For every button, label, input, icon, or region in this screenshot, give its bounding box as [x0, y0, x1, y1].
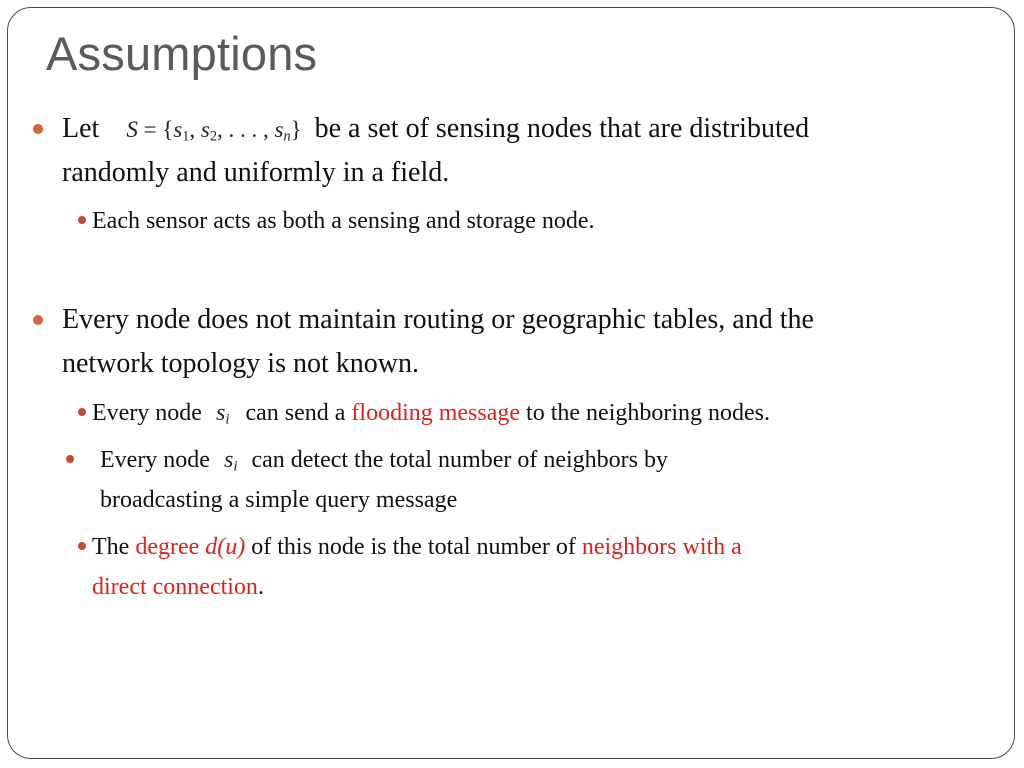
bullet-2-line-1: Every node does not maintain routing or geographic tables, and the [62, 304, 814, 335]
bullet-dot [33, 124, 43, 134]
set-s-formula: $S = \{s_1$, $s_2$, . . . , sn} [126, 117, 302, 145]
bullet-2-line-2: network topology is not known. [62, 348, 419, 379]
detect-text: can detect the total number of neighbors by [251, 447, 668, 473]
degree-text: degree [135, 534, 200, 560]
bullet-dot [33, 315, 43, 325]
neighbors-text: neighbors with a [581, 534, 742, 560]
the-text: The [92, 534, 130, 560]
bullet-1-rest: be a set of sensing nodes that are distributed [314, 113, 810, 144]
sub-bullet-degree-line-1 [92, 527, 742, 567]
bullet-1-line-2: randomly and uniformly in a field. [62, 157, 450, 188]
sub-bullet-sensor: Each sensor acts as both a sensing and storage node. [92, 208, 595, 234]
degree-formula: d(u) [205, 534, 246, 560]
slide-title: Assumptions [46, 27, 318, 80]
s-i-symbol: si [223, 447, 238, 475]
let-text: Let [62, 113, 100, 144]
can-send-text: can send a [245, 400, 346, 426]
every-node-text: Every node [92, 400, 202, 426]
total-number-text: of this node is the total number of [251, 534, 576, 560]
period-text: . [257, 574, 264, 600]
sub-bullet-degree-line-2 [92, 567, 264, 607]
s-i-symbol: si [215, 400, 230, 428]
sub-bullet-dot [78, 542, 86, 550]
every-node-text: Every node [100, 447, 210, 473]
sub-bullet-dot [66, 455, 74, 463]
direct-connection-text: direct connection [92, 574, 258, 600]
neighboring-nodes-text: to the neighboring nodes. [526, 400, 771, 426]
sub-bullet-dot [78, 216, 86, 224]
sub-bullet-dot [78, 408, 86, 416]
flooding-message-text: flooding message [351, 400, 521, 426]
sub-bullet-flooding [92, 393, 770, 440]
sub-bullet-detect-line-2: broadcasting a simple query message [100, 487, 458, 513]
